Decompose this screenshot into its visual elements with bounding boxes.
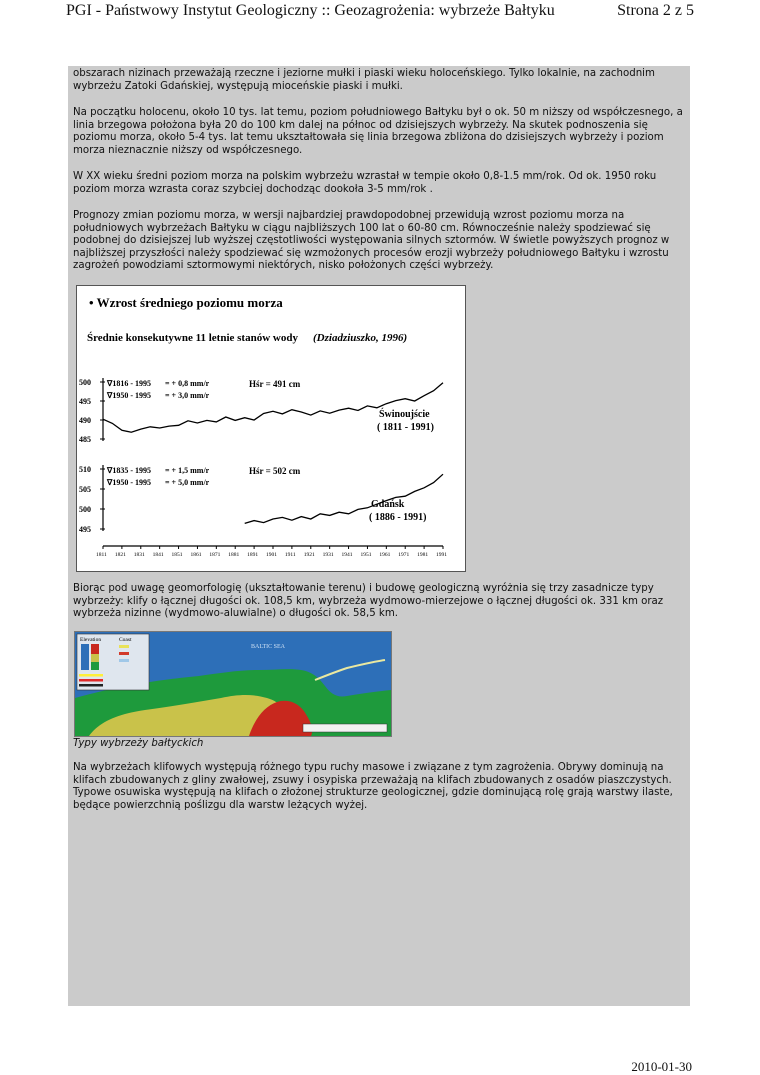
paragraph: Na wybrzeżach klifowych występują różnego typu ruchy masowe i związane z tym zagrożenia. Obrywy dominują na klifach zbudowanych z gliny zwałowej, zsuwy i osypiska przeważają na klifach zbudowanych z osadów piaszczystych. Typowe osuwiska występują na klifach o złożonej strukturze geologicznej, gdzie dominującą rolę grają warstwy ilaste, będące powierzchnią poślizgu dla warstw leżących wyżej. [73, 762, 673, 811]
chart-x-tick-label: 1901 [266, 552, 277, 558]
chart-x-tick-label: 1921 [303, 552, 315, 558]
paragraph: Biorąc pod uwagę geomorfologię (ukształtowanie terenu) i budowę geologiczną wyróżnia się trzy zasadnicze typy wybrzeży: klify o łącznej długości ok. 108,5 km, wybrzeża wydmowo-mierzejowe o łącznej długości ok. 331 km oraz wybrzeża nizinne (wydmowo-aluwialne) o długości ok. 58,5 km. [73, 583, 664, 620]
paragraph: Prognozy zmian poziomu morza, w wersji najbardziej prawdopodobnej przewidują wzrost poziomu morza na południowych wybrzeżach Bałtyku w ciągu najbliższych 100 lat o 60-80 cm. Równocześnie należy spodziewać się podobnej do dzisiejszej lub wyższej częstotliwości występowania silnych sztormów. W świetle powyższych prognoz w najbliższej przyszłości należy spodziewać się wzmożonych procesów erozji wybrzeży południowego Bałtyku i wzrostu zagrożeń powodziami sztormowymi niektórych, nisko położonych części wybrzeży. [73, 210, 670, 272]
chart-y-tick-label: 485 [79, 435, 91, 444]
chart-trend-value: = + 5,0 mm/r [165, 478, 210, 487]
map-legend-colorbar-low [91, 662, 99, 670]
map-legend-title-elevation: Elevation [80, 637, 102, 643]
chart-trend-label: ∇1835 - 1995 [107, 466, 152, 475]
chart-trend-label: ∇1950 - 1995 [107, 391, 152, 400]
map-legend-title-coast: Coast [119, 637, 132, 643]
map-legend-line [79, 679, 103, 682]
chart-y-tick-label: 510 [79, 465, 91, 474]
map-legend-swatch [119, 659, 129, 662]
chart-x-tick-label: 1881 [228, 552, 240, 558]
chart-station-period: ( 1886 - 1991) [369, 512, 427, 523]
chart-mean-level-label: Hśr = 502 cm [249, 466, 301, 476]
chart-station-period: ( 1811 - 1991) [377, 422, 434, 433]
sea-level-chart [76, 285, 466, 572]
chart-y-tick-label: 505 [79, 485, 91, 494]
chart-x-tick-label: 1911 [284, 552, 296, 558]
map-legend-swatch [119, 645, 129, 648]
chart-x-tick-label: 1991 [436, 552, 447, 558]
paragraph: W XX wieku średni poziom morza na polskim wybrzeżu wzrastał w tempie około 0,8-1.5 mm/rok. Od ok. 1950 roku poziom morza wzrasta coraz szybciej dochodząc dookoła 3-5 mm/rok . [73, 171, 657, 195]
chart-x-tick-label: 1841 [152, 552, 164, 558]
header-title: PGI - Państwowy Instytut Geologiczny :: Geozagrożenia: wybrzeże Bałtyku [66, 2, 555, 19]
chart-y-tick-label: 490 [79, 416, 91, 425]
chart-x-tick-label: 1851 [171, 552, 183, 558]
map-legend-line [79, 684, 103, 687]
chart-trend-value: = + 0,8 mm/r [165, 379, 210, 388]
header-page-number: Strona 2 z 5 [617, 2, 694, 19]
chart-subtitle-reference: (Dziadziuszko, 1996) [313, 332, 408, 344]
chart-y-tick-label: 495 [79, 525, 91, 534]
chart-x-tick-label: 1951 [360, 552, 372, 558]
chart-x-tick-label: 1961 [379, 552, 391, 558]
chart-x-tick-label: 1861 [190, 552, 202, 558]
chart-x-tick-label: 1941 [341, 552, 353, 558]
map-legend-line [79, 674, 103, 677]
chart-y-tick-label: 495 [79, 397, 91, 406]
chart-x-tick-label: 1821 [114, 552, 126, 558]
map-legend-colorbar-sea [81, 644, 89, 670]
chart-y-tick-label: 500 [79, 505, 91, 514]
chart-x-tick-label: 1871 [209, 552, 221, 558]
chart-mean-level-label: Hśr = 491 cm [249, 379, 301, 389]
coast-types-map [74, 631, 392, 737]
chart-trend-value: = + 3,0 mm/r [165, 391, 210, 400]
chart-x-tick-label: 1811 [96, 552, 107, 558]
map-legend-swatch [119, 652, 129, 655]
chart-x-tick-label: 1831 [133, 552, 145, 558]
content-panel [68, 66, 690, 1006]
chart-x-tick-label: 1971 [398, 552, 410, 558]
footer-date: 2010-01-30 [631, 1059, 692, 1074]
map-caption: Typy wybrzeży bałtyckich [73, 738, 204, 749]
chart-trend-value: = + 1,5 mm/r [165, 466, 210, 475]
chart-x-tick-label: 1931 [322, 552, 334, 558]
chart-title: • Wzrost średniego poziomu morza [89, 295, 283, 310]
paragraph: obszarach nizinach przeważają rzeczne i jeziorne mułki i piaski wieku holoceńskiego. Tylko lokalnie, na zachodnim wybrzeżu Zatoki Gdańskiej, występują mioceńskie piaski i mułki. [73, 68, 655, 92]
chart-x-tick-label: 1891 [247, 552, 259, 558]
coast-types-map-svg [75, 632, 391, 736]
chart-station-name: Gdańsk [371, 499, 405, 510]
chart-subtitle: Średnie konsekutywne 11 letnie stanów wody [87, 332, 298, 344]
map-legend-colorbar-high [91, 644, 99, 654]
chart-trend-label: ∇1816 - 1995 [107, 379, 152, 388]
chart-station-name: Świnoujście [379, 409, 430, 420]
chart-y-tick-label: 500 [79, 378, 91, 387]
paragraph: Na początku holocenu, około 10 tys. lat temu, poziom południowego Bałtyku był o ok. 50 m niższy od współczesnego, a linia brzegowa położona była 20 do 100 km dalej na północ od dzisiejszych wybrzeży. Na skutek podnoszenia się poziomu morza, około 5-4 tys. lat temu ukształtowała się linia brzegowa zbliżona do dzisiejszych wybrzeży i poziom morza nieznacznie niższy od współczesnego. [73, 107, 683, 156]
chart-x-tick-label: 1981 [417, 552, 429, 558]
map-legend-colorbar-mid [91, 654, 99, 662]
map-sea-label: BALTIC SEA [251, 644, 285, 650]
chart-trend-label: ∇1950 - 1995 [107, 478, 152, 487]
sea-level-chart-svg [77, 286, 465, 571]
map-scale-bar [303, 724, 387, 732]
